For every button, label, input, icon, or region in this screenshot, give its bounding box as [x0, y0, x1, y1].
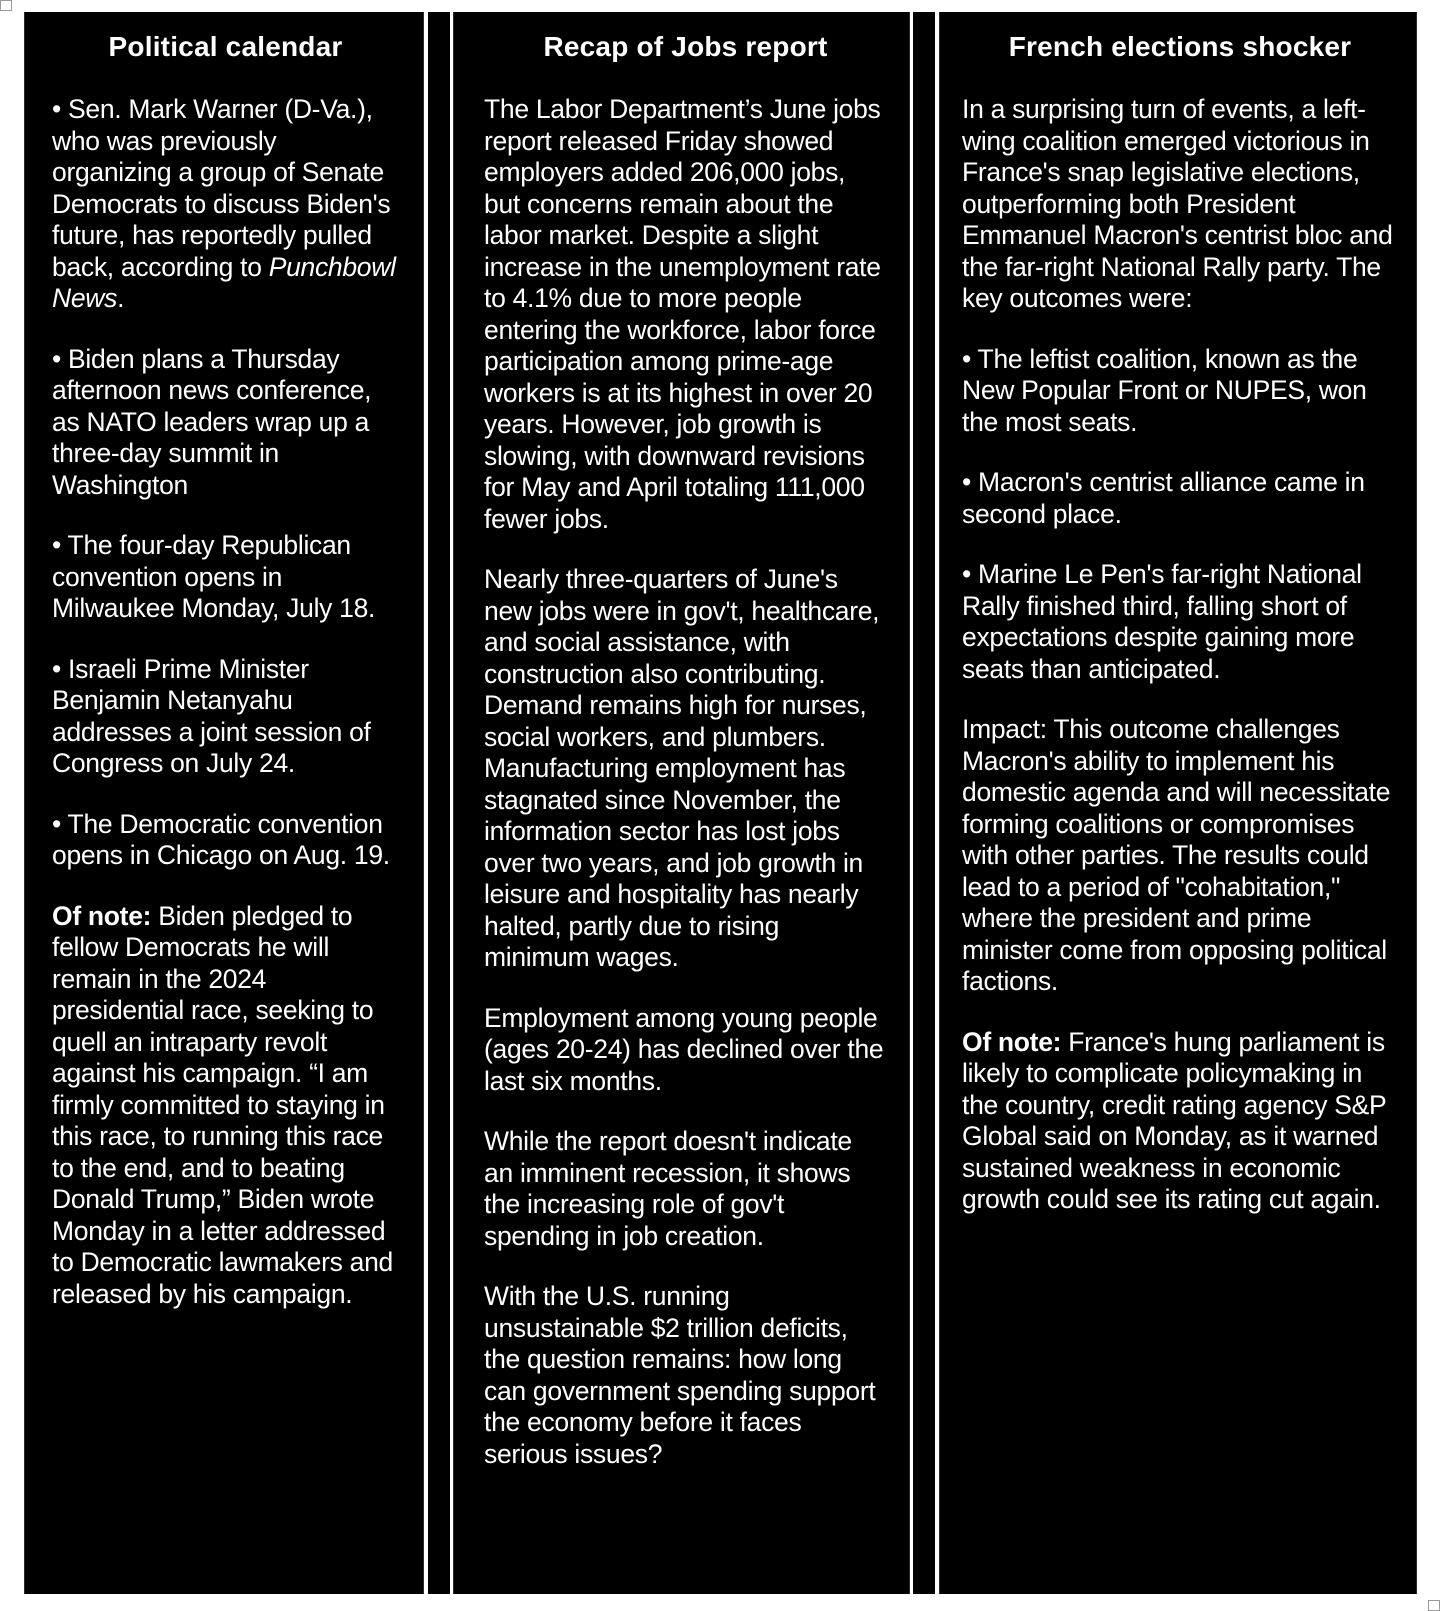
corner-resize-mark-top-left: [0, 0, 12, 11]
political-calendar-column: [24, 12, 424, 1594]
jobs-paragraph: Employment among young people (ages 20-24) has declined over the last six months.: [484, 1002, 884, 1096]
note-label: Of note:: [52, 900, 152, 931]
political-calendar-title: Political calendar: [108, 31, 343, 62]
column-divider: [913, 12, 935, 1594]
french-paragraph: • Macron's centrist alliance came in second place.: [962, 467, 1365, 529]
calendar-item-text: • Sen. Mark Warner (D-Va.), who was previously organizing a group of Senate Democrats to discuss Biden's future, has reportedly pulled back, according to: [52, 94, 391, 282]
calendar-note: [52, 901, 399, 1311]
jobs-paragraph: While the report doesn't indicate an imminent recession, it shows the increasing role of gov't spending in job creation.: [484, 1126, 852, 1251]
source-name: Punchbowl News: [52, 251, 396, 313]
note-label: Of note:: [962, 1026, 1062, 1057]
column-divider: [428, 12, 450, 1594]
jobs-report-column: [453, 12, 910, 1594]
jobs-paragraph: With the U.S. running unsustainable $2 trillion deficits, the question remains: how long can government spending support the economy before it faces serious issues?: [484, 1281, 876, 1469]
note-text: France's hung parliament is likely to complicate policymaking in the country, credit rating agency S&P Global said on Monday, as it warned sustained weakness in economic growth could see its rating cut again.: [962, 1026, 1386, 1214]
corner-resize-mark-bottom-right: [1428, 1600, 1440, 1611]
note-text: Biden pledged to fellow Democrats he will remain in the 2024 presidential race, seeking to quell an intraparty revolt against his campaign. “I am firmly committed to staying in this race, to running this race to the end, and to beating Donald Trump,” Biden wrote Monday in a letter addressed to Democratic lawmakers and released by his campaign.: [52, 900, 393, 1309]
jobs-paragraph: Nearly three-quarters of June's new jobs were in gov't, healthcare, and social assistance, with construction also contributing. Demand remains high for nurses, social workers, and plumbers. Manufacturing employment has stagnated since November, the information sector has lost jobs over two years, and job growth in leisure and hospitality has nearly halted, partly due to rising minimum wages.: [484, 564, 880, 972]
french-note: [962, 1027, 1398, 1216]
jobs-paragraph: The Labor Department’s June jobs report released Friday showed employers added 206,000 jobs, but concerns remain about the labor market. Despite a slight increase in the unemployment rate to 4.1% due to more people entering the workforce, labor force participation among prime-age workers is at its highest in over 20 years. However, job growth is slowing, with downward revisions for May and April totaling 111,000 fewer jobs.: [484, 94, 881, 534]
calendar-item: • The Democratic convention opens in Chicago on Aug. 19.: [52, 808, 390, 870]
calendar-item-end: .: [117, 283, 125, 313]
french-paragraph: • The leftist coalition, known as the New Popular Front or NUPES, won the most seats.: [962, 343, 1367, 437]
french-paragraph: In a surprising turn of events, a left-wing coalition emerged victorious in France's snap legislative elections, outperforming both President Emmanuel Macron's centrist bloc and the far-right National Rally party. The key outcomes were:: [962, 94, 1393, 313]
jobs-report-title: Recap of Jobs report: [543, 31, 828, 62]
french-elections-column: [939, 12, 1417, 1594]
french-paragraph: Impact: This outcome challenges Macron's ability to implement his domestic agenda and will necessitate forming coalitions or compromises with other parties. The results could lead to a period of "cohabitation," where the president and prime minister come from opposing political factions.: [962, 714, 1391, 996]
calendar-item: • The four-day Republican convention opens in Milwaukee Monday, July 18.: [52, 530, 376, 623]
french-paragraph: • Marine Le Pen's far-right National Rally finished third, falling short of expectations despite gaining more seats than anticipated.: [962, 559, 1362, 684]
french-elections-title: French elections shocker: [1008, 31, 1352, 62]
calendar-item: • Biden plans a Thursday afternoon news conference, as NATO leaders wrap up a three-day summit in Washington: [52, 343, 372, 500]
calendar-item: [52, 94, 399, 315]
calendar-item: • Israeli Prime Minister Benjamin Netanyahu addresses a joint session of Congress on July 24.: [52, 653, 371, 778]
